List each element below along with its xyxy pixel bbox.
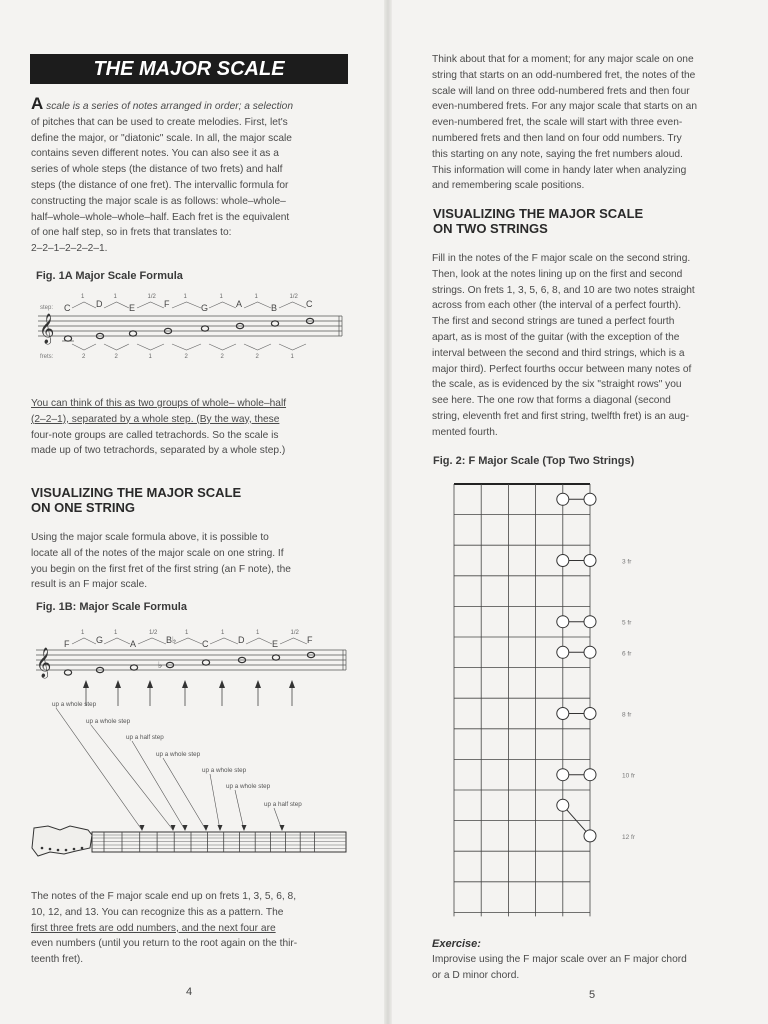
think-line: string that starts on an odd-numbered fret, the notes of the — [432, 69, 696, 81]
fret-bracket — [104, 344, 129, 350]
step-bracket — [244, 302, 271, 308]
closing-line: first three frets are odd numbers, and the next four are — [31, 922, 276, 934]
closing-paragraph — [31, 889, 353, 968]
treble-clef-icon: 𝄞 — [39, 313, 55, 343]
page-number-left: 4 — [186, 986, 193, 998]
note-name-label: E — [129, 303, 136, 313]
note-name-label: E — [272, 639, 279, 649]
step-value-label: 1 — [254, 294, 258, 300]
fret-value-label: 2 — [255, 354, 259, 360]
fret-number-label: 8 fr — [622, 711, 632, 719]
flat-sign-icon: ♭ — [158, 660, 163, 670]
note-marker — [557, 555, 569, 567]
step-caption: up a whole step — [226, 783, 271, 790]
intro-line: series of whole steps (the distance of two frets) and half — [31, 164, 283, 176]
fig2-fretboard — [452, 480, 652, 926]
note-name-label: A — [236, 299, 243, 309]
step-bracket — [72, 302, 96, 308]
step-value-label: 1 — [221, 630, 225, 636]
fret-value-label: 1 — [148, 354, 152, 360]
section-heading-line: VISUALIZING THE MAJOR SCALE — [31, 485, 242, 500]
intro-paragraph — [31, 96, 351, 257]
fig1b-notation — [30, 622, 352, 872]
tetra-line: four-note groups are called tetrachords. So the scale is — [31, 429, 279, 441]
step-value-label: 1 — [114, 630, 118, 636]
step-bracket — [104, 302, 129, 308]
step-value-label: 1 — [219, 294, 223, 300]
step-bracket — [246, 638, 272, 644]
fig1a-label: Fig. 1A Major Scale Formula — [36, 270, 183, 282]
think-line: this starting on any note, saying the fret numbers aloud. — [432, 148, 683, 160]
arrow-head-icon — [115, 680, 121, 688]
step-bracket — [280, 638, 307, 644]
note-marker — [584, 708, 596, 720]
fret-number-label: 5 fr — [622, 619, 632, 627]
two-strings-line: see here. The one row that forms a diagonal (second — [432, 395, 671, 407]
two-strings-line: mented fourth. — [432, 426, 498, 438]
one-string-line: locate all of the notes of the major scale on one string. If — [31, 547, 284, 559]
fig2-fret-labels — [622, 559, 636, 841]
think-line: even-numbered frets. For any major scale that starts on an — [432, 101, 697, 113]
right-page — [392, 0, 768, 1024]
two-strings-line: across from each other (the interval of a perfect fourth). — [432, 300, 682, 312]
arrow-head-icon — [204, 825, 209, 831]
page-number-right: 5 — [589, 989, 596, 1001]
two-strings-line: Fill in the notes of the F major scale on the second string. — [432, 253, 691, 264]
leader-line — [210, 774, 220, 830]
intro-line: 2–2–1–2–2–2–1. — [31, 243, 108, 255]
note-name-label: F — [307, 635, 313, 645]
leader-line — [163, 758, 206, 830]
two-strings-paragraph — [432, 251, 748, 441]
two-strings-line: strings. On frets 1, 3, 5, 6, 8, and 10 are two notes straight — [432, 284, 695, 296]
two-strings-line: interval between the second and third strings, which is a — [432, 347, 685, 359]
one-string-line: you begin on the first fret of the first string (an F note), the — [31, 563, 291, 575]
step-bracket — [138, 638, 166, 644]
step-bracket — [174, 638, 202, 644]
exercise-line: or a D minor chord. — [432, 969, 520, 981]
note-marker — [557, 799, 569, 811]
one-string-line: Using the major scale formula above, it is possible to — [31, 532, 269, 543]
note-marker — [584, 646, 596, 658]
note-name-label: C — [202, 639, 209, 649]
note-marker — [584, 830, 596, 842]
fig1b-label: Fig. 1B: Major Scale Formula — [36, 601, 187, 613]
arrow-head-icon — [83, 680, 89, 688]
note-name-label: G — [96, 635, 104, 645]
whole-note — [64, 336, 71, 341]
fret-number-label: 6 fr — [622, 650, 632, 658]
treble-clef-icon: 𝄞 — [36, 647, 52, 677]
exercise-line: Improvise using the F major scale over an F major chord — [432, 954, 687, 965]
intro-line: contains seven different notes. You can also see it as a — [31, 148, 279, 160]
fret-bracket — [172, 344, 201, 350]
step-bracket — [279, 302, 306, 308]
arrow-head-icon — [289, 680, 295, 688]
note-marker — [584, 555, 596, 567]
intro-first-line: scale is a series of notes arranged in order; a selection — [43, 101, 294, 112]
note-name-label: B — [271, 303, 278, 313]
step-value-label: 1 — [81, 630, 85, 636]
step-value-label: 1/2 — [147, 294, 156, 300]
intro-line: constructing the major scale is as follows: whole–whole– — [31, 195, 286, 207]
whole-note — [130, 665, 137, 670]
intro-line: of pitches that can be used to create melodies. First, let's — [31, 116, 288, 128]
fret-number-label: 10 fr — [622, 772, 636, 780]
leader-line — [235, 790, 244, 830]
closing-line: The notes of the F major scale end up on frets 1, 3, 5, 6, 8, — [31, 891, 297, 902]
step-caption: up a half step — [264, 801, 302, 808]
note-marker — [584, 493, 596, 505]
fret-value-label: 2 — [82, 354, 86, 360]
intro-line: define the major, or "diatonic" scale. In all, the major scale — [31, 132, 292, 144]
fret-bracket — [72, 344, 96, 350]
step-caption: up a whole step — [202, 767, 247, 774]
step-bracket — [209, 302, 236, 308]
two-strings-line: the scale, as is evidenced by the six "straight rows" you — [432, 379, 682, 391]
arrow-head-icon — [147, 680, 153, 688]
intro-line: steps (the distance of one fret). The intervallic formula for — [31, 179, 289, 191]
fret-value-label: 2 — [220, 354, 224, 360]
fret-bracket — [279, 344, 306, 350]
fret-number-label: 12 fr — [622, 833, 636, 841]
note-name-label: C — [64, 303, 71, 313]
arrow-head-icon — [182, 680, 188, 688]
fret-bracket — [137, 344, 164, 350]
guitar-neck-illustration — [32, 826, 346, 856]
leader-line — [56, 708, 142, 830]
fig1a-marks — [62, 294, 314, 360]
two-strings-line: major third). Perfect fourths occur between many notes of — [432, 363, 692, 375]
fig1a-step-label: step: — [40, 305, 54, 311]
step-value-label: 1 — [183, 294, 187, 300]
tetra-line: made up of two tetrachords, separated by a whole step.) — [31, 445, 286, 457]
chapter-title: THE MAJOR SCALE — [30, 54, 348, 84]
intro-line: half–whole–whole–whole–half. Each fret is the equivalent — [31, 211, 290, 223]
arrow-head-icon — [280, 825, 285, 831]
step-caption: up a whole step — [156, 751, 201, 758]
whole-note — [64, 670, 71, 675]
step-bracket — [172, 302, 201, 308]
fret-bracket — [209, 344, 236, 350]
arrow-head-icon — [242, 825, 247, 831]
step-bracket — [210, 638, 238, 644]
note-name-label: G — [201, 303, 209, 313]
note-marker — [584, 769, 596, 781]
exercise-text — [432, 952, 752, 984]
step-value-label: 1 — [113, 294, 117, 300]
section-heading-line: VISUALIZING THE MAJOR SCALE — [433, 206, 644, 221]
fret-number-label: 3 fr — [622, 558, 632, 566]
book-gutter — [384, 0, 392, 1024]
note-marker — [557, 616, 569, 628]
think-line: Think about that for a moment; for any major scale on one — [432, 54, 694, 65]
one-string-paragraph — [31, 530, 351, 593]
closing-line: 10, 12, and 13. You can recognize this as a pattern. The — [31, 906, 284, 918]
think-line: numbered frets and then land on four odd numbers. Try — [432, 132, 682, 144]
intro-line: of one half step, so in frets that translates to: — [31, 227, 232, 239]
whole-note — [271, 321, 278, 326]
note-name-label: C — [306, 299, 313, 309]
arrow-head-icon — [255, 680, 261, 688]
fret-value-label: 2 — [114, 354, 118, 360]
step-value-label: 1/2 — [289, 294, 298, 300]
note-marker — [557, 493, 569, 505]
think-line: even-numbered fret, the scale will start with three even- — [432, 117, 683, 129]
exercise-title: Exercise: — [432, 938, 481, 950]
section-heading-line: ON ONE STRING — [31, 499, 136, 515]
whole-note — [202, 660, 209, 665]
tetrachord-paragraph — [31, 396, 351, 459]
tetra-line: You can think of this as two groups of whole– whole–half — [31, 398, 287, 409]
tetra-line: (2–2–1), separated by a whole step. (By the way, these — [31, 413, 280, 425]
fret-bracket — [244, 344, 271, 350]
note-name-label: B♭ — [166, 635, 177, 645]
step-value-label: 1 — [256, 630, 260, 636]
note-marker — [557, 708, 569, 720]
note-name-label: D — [238, 635, 245, 645]
arrow-head-icon — [183, 825, 188, 831]
note-name-label: F — [164, 299, 170, 309]
arrow-head-icon — [218, 825, 223, 831]
section-one-string-heading — [31, 486, 241, 515]
step-value-label: 1 — [81, 294, 85, 300]
step-caption: up a half step — [126, 734, 164, 741]
fret-value-label: 1 — [290, 354, 294, 360]
note-name-label: F — [64, 639, 70, 649]
section-two-strings-heading — [433, 207, 643, 236]
whole-note — [129, 331, 136, 336]
whole-note — [201, 326, 208, 331]
one-string-line: result is an F major scale. — [31, 579, 148, 591]
think-paragraph — [432, 52, 746, 194]
fret-value-label: 2 — [184, 354, 188, 360]
note-name-label: D — [96, 299, 103, 309]
closing-line: even numbers (until you return to the root again on the thir- — [31, 938, 298, 950]
arrow-head-icon — [219, 680, 225, 688]
note-name-label: A — [130, 639, 137, 649]
note-marker — [557, 769, 569, 781]
step-caption: up a whole step — [86, 718, 131, 725]
section-heading-line: ON TWO STRINGS — [433, 220, 548, 236]
step-bracket — [137, 302, 164, 308]
step-value-label: 1 — [185, 630, 189, 636]
two-strings-line: Then, look at the notes lining up on the first and second — [432, 268, 683, 280]
step-caption: up a whole step — [52, 701, 97, 708]
note-marker — [584, 616, 596, 628]
think-line: and remembering scale positions. — [432, 180, 585, 192]
two-strings-line: The first and second strings are tuned a perfect fourth — [432, 316, 675, 328]
think-line: scale will land on three odd-numbered frets and then four — [432, 85, 690, 97]
two-strings-line: string, eleventh fret and first string, twelfth fret) is an aug- — [432, 410, 690, 422]
fig1a-frets-label: frets: — [40, 354, 54, 360]
step-value-label: 1/2 — [149, 630, 158, 636]
step-bracket — [104, 638, 130, 644]
think-line: This information will come in handy later when analyzing — [432, 164, 687, 176]
two-strings-line: apart, as is most of the guitar (with the exception of the — [432, 331, 680, 343]
step-value-label: 1/2 — [290, 630, 299, 636]
step-bracket — [72, 638, 96, 644]
intro-dropcap: A — [31, 94, 44, 113]
fig1a-notation — [30, 286, 350, 366]
whole-note — [272, 655, 279, 660]
exercise-block — [432, 938, 752, 984]
note-marker — [557, 646, 569, 658]
fig2-label: Fig. 2: F Major Scale (Top Two Strings) — [433, 455, 635, 467]
closing-line: teenth fret). — [31, 954, 84, 966]
